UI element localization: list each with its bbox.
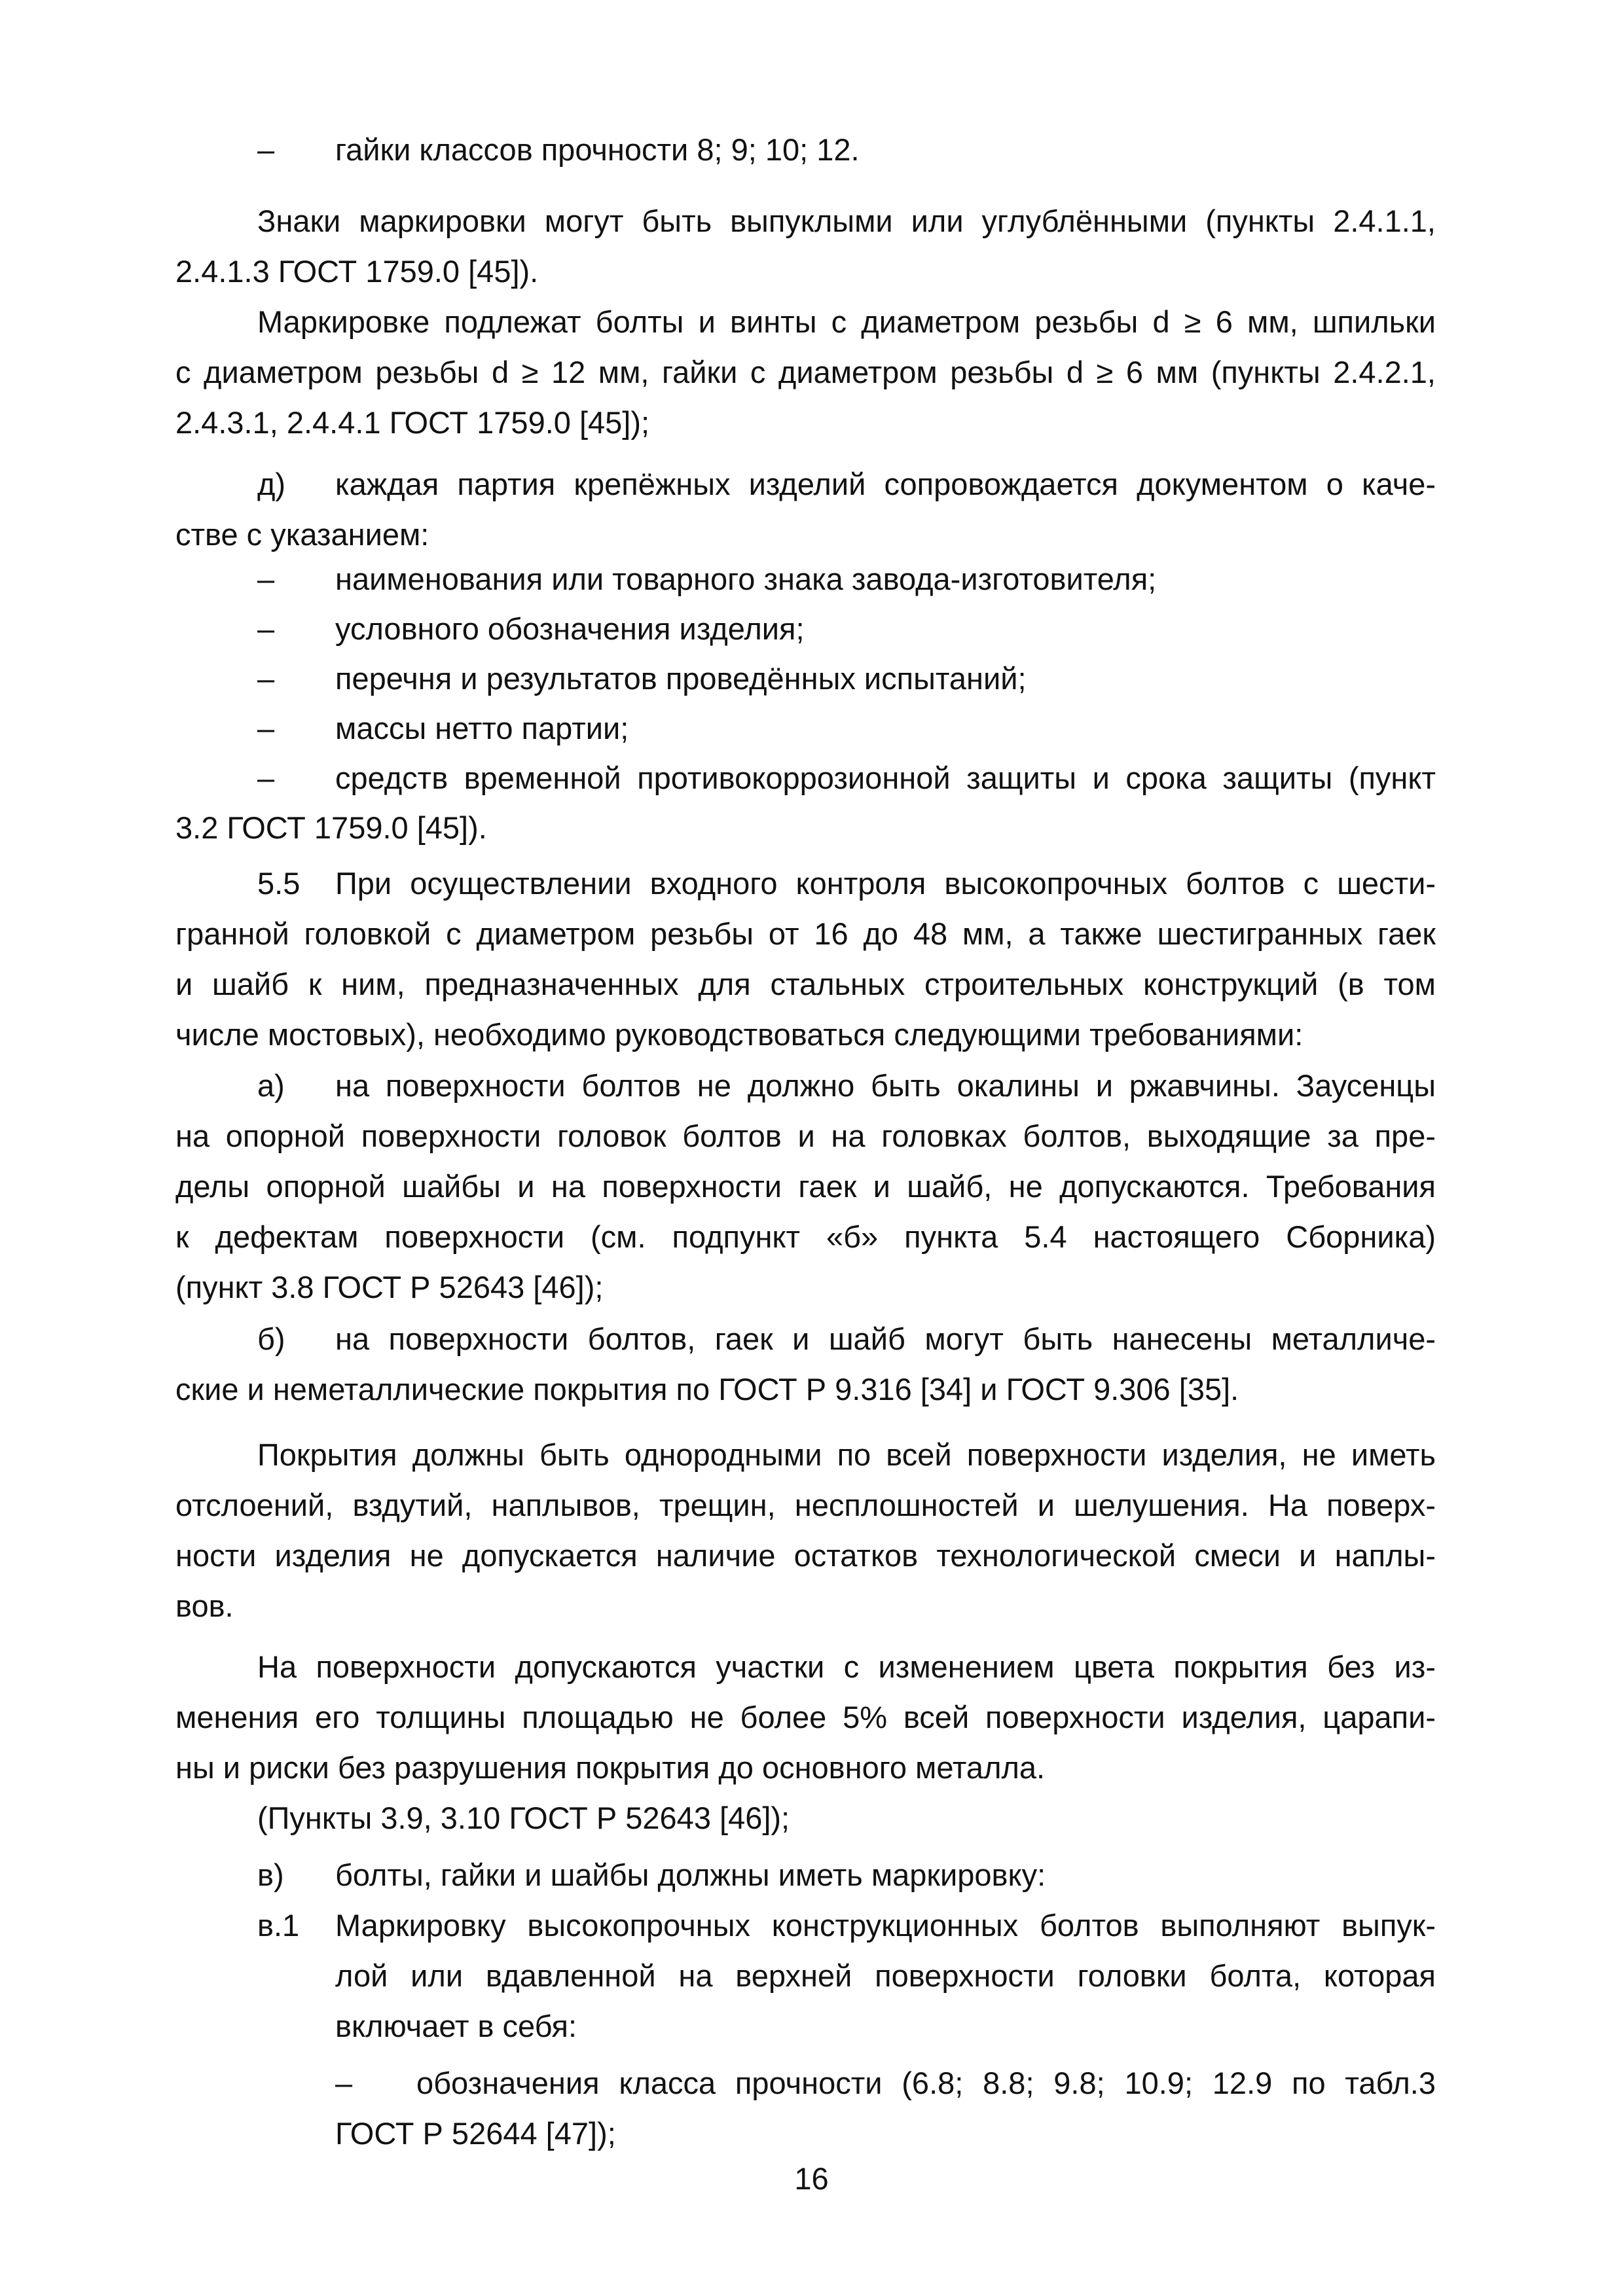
list-dash: – [257, 132, 275, 167]
text-line: При осуществлении входного контроля высокопрочных болтов с шести- [335, 866, 1436, 901]
text-line: ны и риски без разрушения покрытия до основного металла. [175, 1750, 1046, 1785]
text-line: с диаметром резьбы d ≥ 12 мм, гайки с диаметром резьбы d ≥ 6 мм (пункты 2.4.2.1, [175, 355, 1436, 389]
text-line: массы нетто партии; [335, 711, 629, 745]
text-line: На поверхности допускаются участки с изменением цвета покрытия без из- [257, 1649, 1436, 1684]
item-label: а) [257, 1068, 285, 1103]
text-line: наименования или товарного знака завода-изготовителя; [335, 562, 1157, 596]
text-line: перечня и результатов проведённых испытаний; [335, 661, 1027, 696]
text-line: болты, гайки и шайбы должны иметь маркировку: [335, 1857, 1046, 1892]
list-dash: – [257, 562, 275, 596]
page-number: 16 [794, 2161, 829, 2196]
list-dash: – [335, 2066, 353, 2100]
text-line: ские и неметаллические покрытия по ГОСТ Р 9.316 [34] и ГОСТ 9.306 [35]. [175, 1372, 1239, 1407]
text-line: менения его толщины площадью не более 5% всей поверхности изделия, царапи- [175, 1700, 1436, 1734]
text-line: делы опорной шайбы и на поверхности гаек и шайб, не допускаются. Требования [175, 1169, 1436, 1204]
text-line: 3.2 ГОСТ 1759.0 [45]). [175, 810, 487, 845]
list-dash: – [257, 761, 275, 795]
text-line: Маркировке подлежат болты и винты с диаметром резьбы d ≥ 6 мм, шпильки [257, 304, 1436, 339]
text-line: на опорной поверхности головок болтов и на головках болтов, выходящие за пре- [175, 1119, 1436, 1153]
text-line: 2.4.3.1, 2.4.4.1 ГОСТ 1759.0 [45]); [175, 405, 650, 440]
text-line: каждая партия крепёжных изделий сопровождается документом о каче- [335, 467, 1436, 501]
text-line: (Пункты 3.9, 3.10 ГОСТ Р 52643 [46]); [257, 1801, 790, 1835]
text-line: вов. [175, 1588, 234, 1623]
text-line: Покрытия должны быть однородными по всей поверхности изделия, не иметь [257, 1437, 1436, 1472]
text-line: отслоений, вздутий, наплывов, трещин, несплошностей и шелушения. На поверх- [175, 1488, 1436, 1522]
text-line: гранной головкой с диаметром резьбы от 16 до 48 мм, а также шестигранных гаек [175, 916, 1436, 951]
text-line: гайки классов прочности 8; 9; 10; 12. [335, 132, 860, 167]
item-label: в.1 [257, 1908, 300, 1943]
text-line: ГОСТ Р 52644 [47]); [335, 2116, 616, 2151]
text-line: 2.4.1.3 ГОСТ 1759.0 [45]). [175, 254, 539, 289]
text-line: на поверхности болтов не должно быть окалины и ржавчины. Заусенцы [335, 1068, 1436, 1103]
list-dash: – [257, 661, 275, 696]
text-line: на поверхности болтов, гаек и шайб могут быть нанесены металличе- [335, 1321, 1436, 1356]
text-line: ности изделия не допускается наличие остатков технологической смеси и наплы- [175, 1538, 1436, 1573]
item-label: б) [257, 1321, 285, 1356]
text-line: к дефектам поверхности (см. подпункт «б» пункта 5.4 настоящего Сборника) [175, 1219, 1436, 1254]
item-label: в) [257, 1857, 284, 1892]
text-line: и шайб к ним, предназначенных для стальных строительных конструкций (в том [175, 967, 1436, 1001]
text-line: лой или вдавленной на верхней поверхности головки болта, которая [335, 1958, 1436, 1993]
text-line: (пункт 3.8 ГОСТ Р 52643 [46]); [175, 1270, 604, 1304]
text-line: обозначения класса прочности (6.8; 8.8; 9.8; 10.9; 12.9 по табл.3 [416, 2066, 1436, 2100]
text-line: средств временной противокоррозионной защиты и срока защиты (пункт [335, 761, 1436, 795]
text-line: условного обозначения изделия; [335, 611, 805, 646]
text-line: Маркировку высокопрочных конструкционных болтов выполняют выпук- [335, 1908, 1436, 1943]
text-line: числе мостовых), необходимо руководствоваться следующими требованиями: [175, 1017, 1304, 1052]
text-line: включает в себя: [335, 2009, 577, 2043]
text-line: стве с указанием: [175, 517, 429, 552]
text-line: Знаки маркировки могут быть выпуклыми или углублёнными (пункты 2.4.1.1, [257, 204, 1436, 238]
list-dash: – [257, 611, 275, 646]
list-dash: – [257, 711, 275, 745]
item-label: д) [257, 467, 286, 501]
item-label: 5.5 [257, 866, 301, 901]
